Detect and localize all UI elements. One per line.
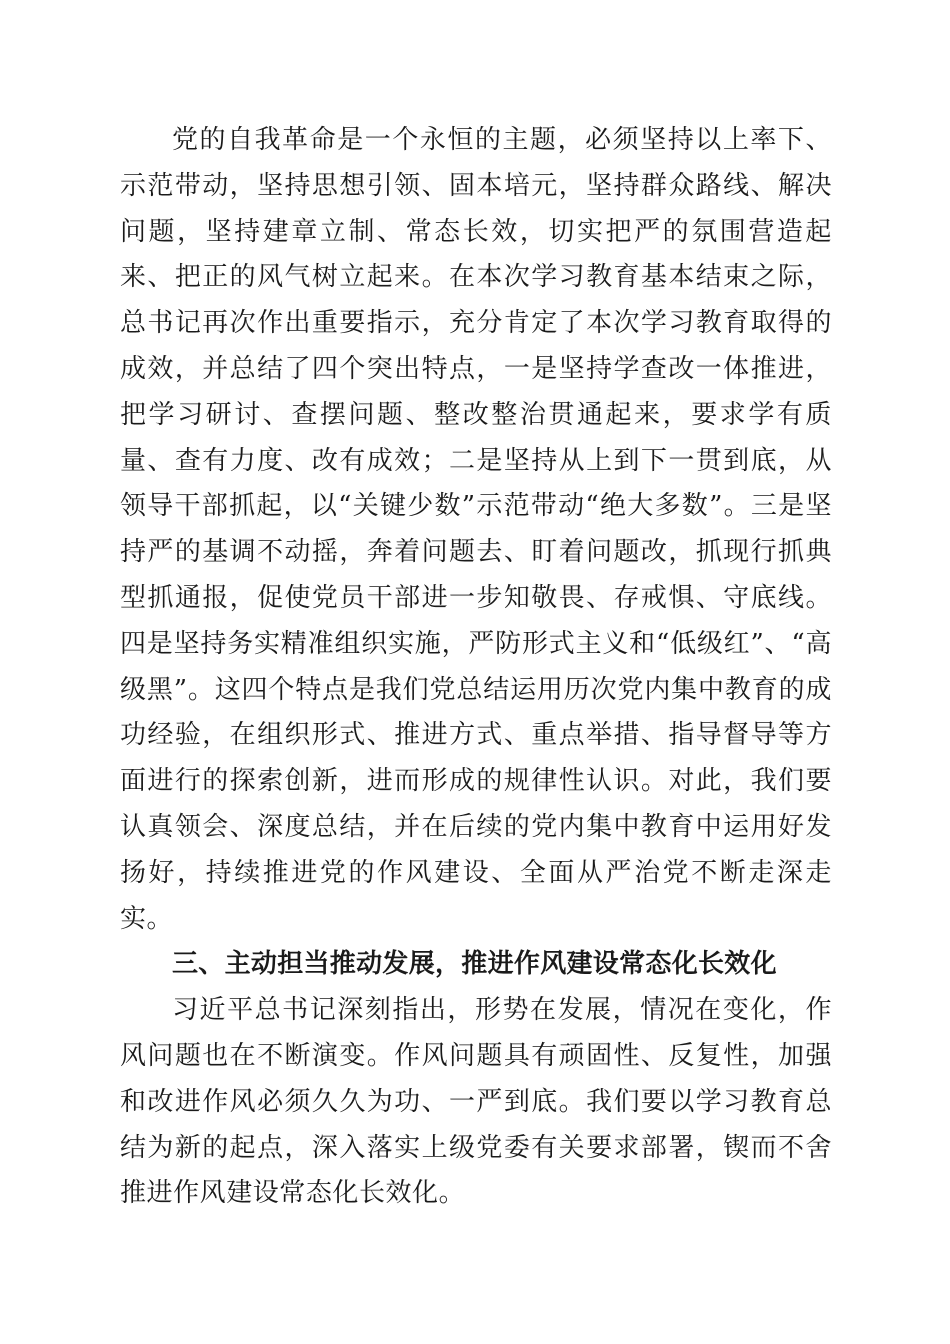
document-page [120, 118, 832, 1217]
section-heading: 三、主动担当推动发展，推进作风建设常态化长效化 [172, 949, 777, 980]
body-paragraph-1: 党的自我革命是一个永恒的主题，必须坚持以上率下、示范带动，坚持思想引领、固本培元，坚持群众路线、解决问题，坚持建章立制、常态长效，切实把严的氛围营造起来、把正的风气树立起来。在本次学习教育基本结束之际，总书记再次作出重要指示，充分肯定了本次学习教育取得的成效，并总结了四个突出特点，一是坚持学查改一体推进，把学习研讨、查摆问题、整改整治贯通起来，要求学有质量、查有力度、改有成效；二是坚持从上到下一贯到底，从领导干部抓起，以“关键少数”示范带动“绝大多数”。三是坚持严的基调不动摇，奔着问题去、盯着问题改，抓现行抓典型抓通报，促使党员干部进一步知敬畏、存戒惧、守底线。四是坚持务实精准组织实施，严防形式主义和“低级红”、“高级黑”。这四个特点是我们党总结运用历次党内集中教育的成功经验，在组织形式、推进方式、重点举措、指导督导等方面进行的探索创新，进而形成的规律性认识。对此，我们要认真领会、深度总结，并在后续的党内集中教育中运用好发扬好，持续推进党的作风建设、全面从严治党不断走深走实。 [120, 125, 832, 934]
body-paragraph-2: 习近平总书记深刻指出，形势在发展，情况在变化，作风问题也在不断演变。作风问题具有顽固性、反复性，加强和改进作风必须久久为功、一严到底。我们要以学习教育总结为新的起点，深入落实上级党委有关要求部署，锲而不舍推进作风建设常态化长效化。 [120, 995, 832, 1209]
